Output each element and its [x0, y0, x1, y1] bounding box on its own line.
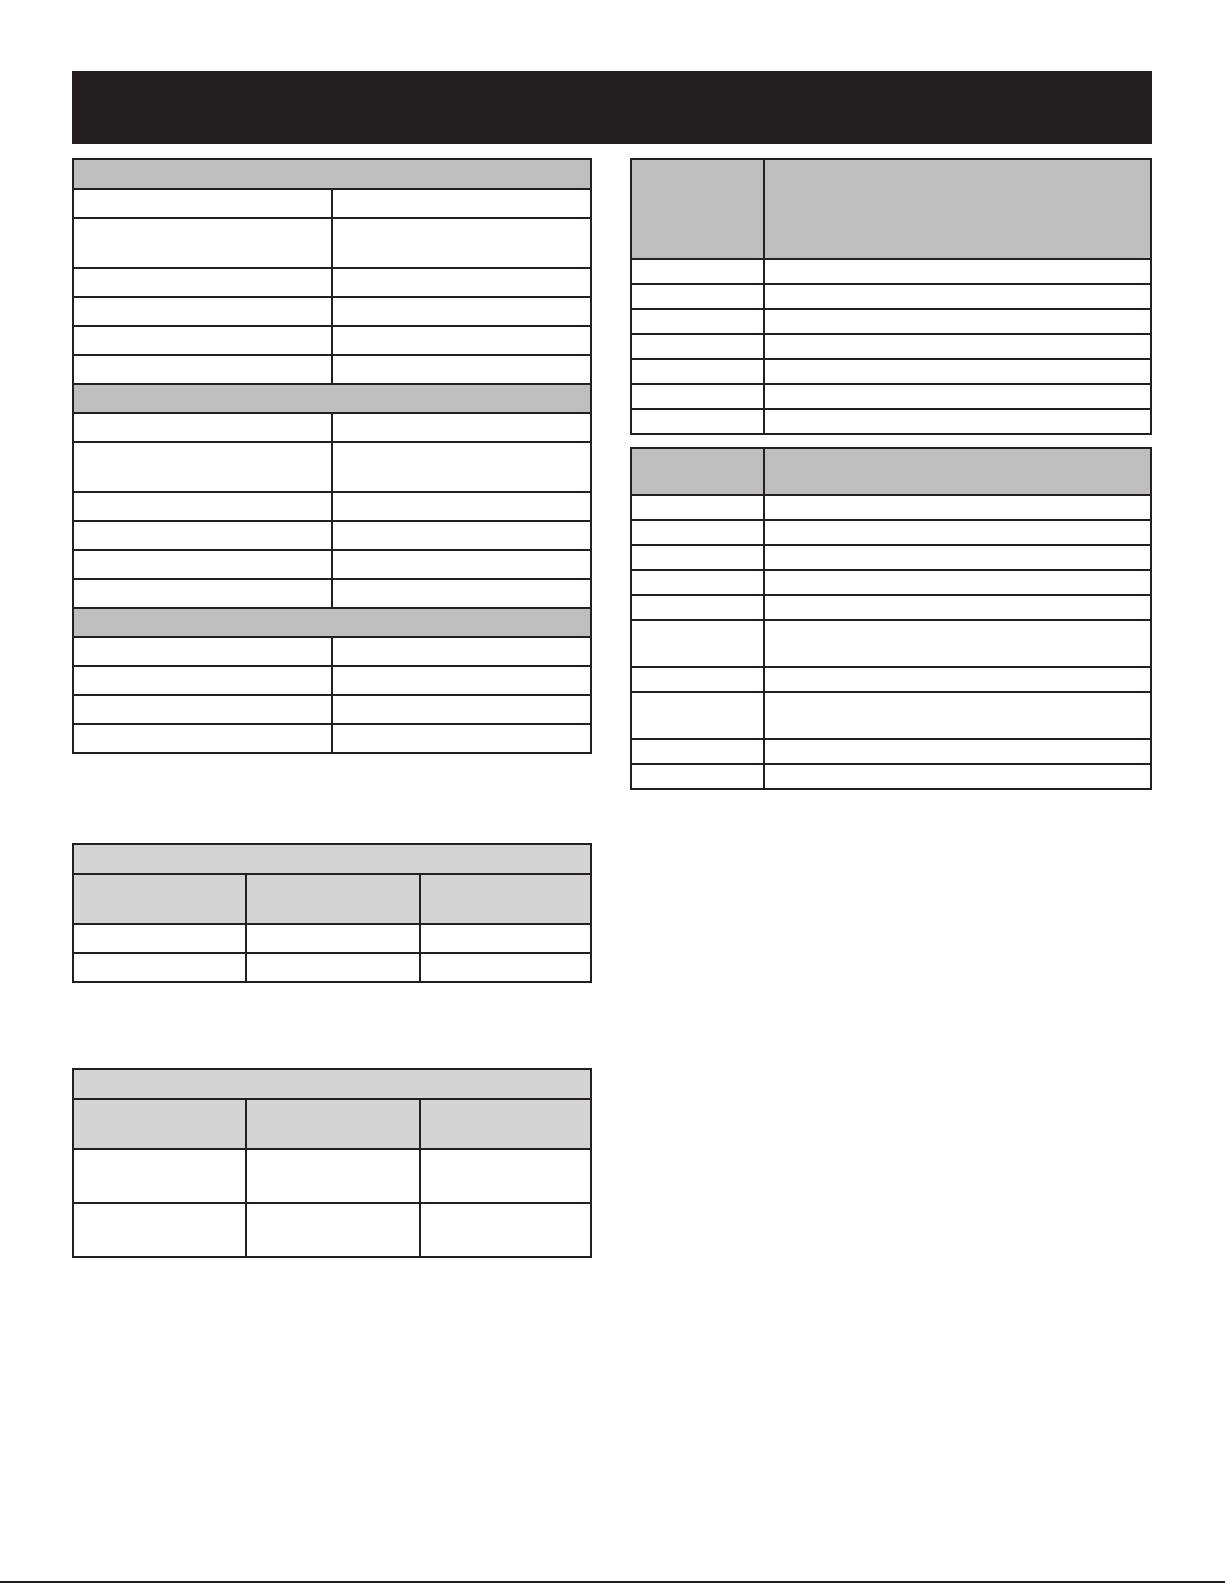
section-heading	[73, 384, 591, 413]
spec-table	[72, 158, 592, 754]
right-table-lower	[630, 447, 1152, 790]
page-title-bar	[72, 71, 1152, 144]
column-header	[420, 874, 591, 924]
table-cell	[764, 595, 1151, 620]
table-cell	[764, 259, 1151, 284]
table-cell	[246, 953, 420, 982]
table-cell	[73, 953, 246, 982]
table-cell	[631, 620, 764, 667]
table-cell	[631, 570, 764, 595]
column-header	[631, 448, 764, 495]
table-cell	[764, 667, 1151, 692]
table-cell	[246, 924, 420, 953]
table-cell	[631, 520, 764, 545]
table-cell	[631, 359, 764, 384]
table-cell	[764, 309, 1151, 334]
table-cell	[73, 1149, 246, 1203]
spec-value	[332, 189, 591, 218]
spec-label	[73, 492, 332, 521]
column-header	[73, 874, 246, 924]
table-cell	[631, 309, 764, 334]
spec-value	[332, 442, 591, 492]
spec-label	[73, 355, 332, 384]
spec-value	[332, 666, 591, 695]
table-cell	[631, 284, 764, 309]
spec-value	[332, 268, 591, 297]
table-cell	[631, 409, 764, 434]
table-cell	[764, 545, 1151, 570]
column-header	[420, 1099, 591, 1149]
table-cell	[631, 595, 764, 620]
spec-value	[332, 695, 591, 724]
table-cell	[420, 1203, 591, 1257]
table-cell	[631, 692, 764, 739]
bottom-divider	[0, 1581, 1225, 1583]
table-cell	[764, 739, 1151, 764]
table-cell	[246, 1203, 420, 1257]
table-cell	[764, 520, 1151, 545]
spec-value	[332, 355, 591, 384]
table-cell	[764, 384, 1151, 409]
spec-label	[73, 521, 332, 550]
spec-value	[332, 550, 591, 579]
three-column-table-upper	[72, 843, 592, 983]
spec-value	[332, 326, 591, 355]
spec-label	[73, 218, 332, 268]
spec-value	[332, 637, 591, 666]
right-table-upper	[630, 158, 1152, 435]
column-header	[631, 159, 764, 259]
table-cell	[764, 359, 1151, 384]
spec-label	[73, 695, 332, 724]
spec-value	[332, 492, 591, 521]
table-cell	[246, 1149, 420, 1203]
table-cell	[764, 334, 1151, 359]
column-header	[246, 1099, 420, 1149]
table-cell	[73, 1203, 246, 1257]
table-heading	[73, 844, 591, 874]
three-column-table-lower	[72, 1068, 592, 1258]
table-cell	[631, 764, 764, 789]
table-cell	[631, 545, 764, 570]
table-cell	[73, 924, 246, 953]
spec-label	[73, 442, 332, 492]
table-cell	[631, 384, 764, 409]
spec-label	[73, 297, 332, 326]
table-cell	[631, 259, 764, 284]
spec-label	[73, 413, 332, 442]
spec-value	[332, 218, 591, 268]
spec-value	[332, 297, 591, 326]
column-header	[764, 448, 1151, 495]
spec-value	[332, 413, 591, 442]
column-header	[246, 874, 420, 924]
section-heading	[73, 159, 591, 189]
column-header	[73, 1099, 246, 1149]
table-cell	[764, 692, 1151, 739]
table-cell	[420, 924, 591, 953]
spec-label	[73, 724, 332, 753]
section-heading	[73, 608, 591, 637]
table-heading	[73, 1069, 591, 1099]
spec-value	[332, 521, 591, 550]
spec-label	[73, 268, 332, 297]
spec-label	[73, 189, 332, 218]
spec-label	[73, 326, 332, 355]
table-cell	[420, 1149, 591, 1203]
column-header	[764, 159, 1151, 259]
table-cell	[764, 284, 1151, 309]
table-cell	[631, 334, 764, 359]
spec-value	[332, 724, 591, 753]
table-cell	[420, 953, 591, 982]
spec-value	[332, 579, 591, 608]
spec-label	[73, 637, 332, 666]
table-cell	[764, 764, 1151, 789]
table-cell	[631, 495, 764, 520]
table-cell	[764, 409, 1151, 434]
spec-label	[73, 550, 332, 579]
table-cell	[764, 620, 1151, 667]
table-cell	[631, 667, 764, 692]
table-cell	[764, 495, 1151, 520]
table-cell	[631, 739, 764, 764]
table-cell	[764, 570, 1151, 595]
spec-label	[73, 579, 332, 608]
spec-label	[73, 666, 332, 695]
